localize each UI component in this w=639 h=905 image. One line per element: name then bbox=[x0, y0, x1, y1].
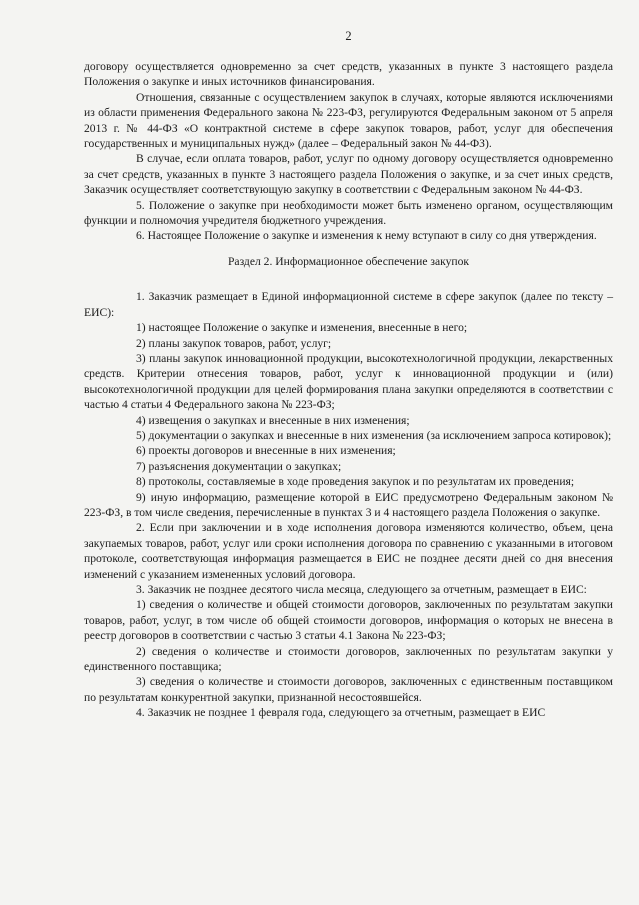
paragraph: 5. Положение о закупке при необходимости может быть изменено органом, осуществляющим функции и полномочия учредителя бюджетного учреждения. bbox=[84, 198, 613, 228]
page-number: 2 bbox=[345, 29, 352, 43]
list-item: 9) иную информацию, размещение которой в ЕИС предусмотрено Федеральным законом № 223-ФЗ, в том числе сведения, перечисленные в пунктах 3 и 4 настоящего раздела Положения о закупке. bbox=[84, 490, 613, 519]
paragraph: Отношения, связанные с осуществлением закупок в случаях, которые являются исключениями из области применения Федерального закона № 223-ФЗ, регулируются Федеральным законом от 5 апреля 2013 г. № 44-ФЗ «О контрактной системе в сфере закупок товаров, работ, услуг для обеспечения государственных и муниципальных нужд» (далее – Федеральный закон № 44-ФЗ). bbox=[84, 90, 613, 151]
list-item: 4) извещения о закупках и внесенные в них изменения; bbox=[136, 413, 410, 427]
paragraph: 1. Заказчик размещает в Единой информационной системе в сфере закупок (далее по тексту – ЕИС): bbox=[84, 290, 613, 319]
list-item: 3) сведения о количестве и стоимости договоров, заключенных с единственным поставщиком по результатам конкурентной закупки, признанной несостоявшейся. bbox=[84, 675, 613, 704]
paragraph: 3. Заказчик не позднее десятого числа месяца, следующего за отчетным, размещает в ЕИС: bbox=[136, 583, 587, 596]
paragraph: 4. Заказчик не позднее 1 февраля года, следующего за отчетным, размещает в ЕИС bbox=[136, 706, 546, 720]
paragraph: договору осуществляется одновременно за счет средств, указанных в пункте 3 настоящего раздела Положения о закупке и иных источников финансирования. bbox=[84, 60, 613, 89]
list-item: 1) сведения о количестве и общей стоимости договоров, заключенных по результатам закупки товаров, работ, услуг, в том числе об общей стоимости договоров, информация о которых не внесена в реестр договоров в соответствии с частью 3 статьи 4.1 Закона № 223-ФЗ; bbox=[84, 598, 613, 643]
list-item: 7) разъяснения документации о закупках; bbox=[136, 459, 342, 473]
paragraph: В случае, если оплата товаров, работ, услуг по одному договору осуществляется одновременно за счет средств, указанных в пункте 3 настоящего раздела Положения о закупке, и за счет иных средств, Заказчик осуществляет соответствующую закупку в соответствии с Федеральным законом № 44-ФЗ. bbox=[84, 152, 613, 197]
section-heading: Раздел 2. Информационное обеспечение закупок bbox=[227, 254, 470, 268]
list-item: 6) проекты договоров и внесенные в них изменения; bbox=[136, 444, 396, 458]
list-item: 5) документации о закупках и внесенные в них изменения (за исключением запроса котировок); bbox=[136, 428, 612, 442]
paragraph: 2. Если при заключении и в ходе исполнения договора изменяются количество, объем, цена закупаемых товаров, работ, услуг или сроки исполнения договора по сравнению с указанными в итоговом протоколе, соответствующая информация размещается в ЕИС не позднее десяти дней со дня внесения изменений с указанием измененных условий договора. bbox=[84, 521, 613, 581]
list-item: 2) сведения о количестве и стоимости договоров, заключенных по результатам закупки у единственного поставщика; bbox=[84, 644, 613, 674]
list-item: 2) планы закупок товаров, работ, услуг; bbox=[136, 336, 332, 350]
paragraph: 6. Настоящее Положение о закупке и изменения к нему вступают в силу со дня утверждения. bbox=[136, 229, 597, 243]
list-item: 1) настоящее Положение о закупке и изменения, внесенные в него; bbox=[136, 321, 468, 335]
list-item: 3) планы закупок инновационной продукции, высокотехнологичной продукции, лекарственных средств. Критерии отнесения товаров, работ, услуг к инновационной продукции и (или) высокотехнологичной продукции для целей формирования плана закупки определяются в соответствии с частью 4 статьи 4 Федерального закона № 223-ФЗ; bbox=[84, 351, 613, 412]
list-item: 8) протоколы, составляемые в ходе проведения закупок и по результатам их проведения; bbox=[136, 475, 575, 489]
